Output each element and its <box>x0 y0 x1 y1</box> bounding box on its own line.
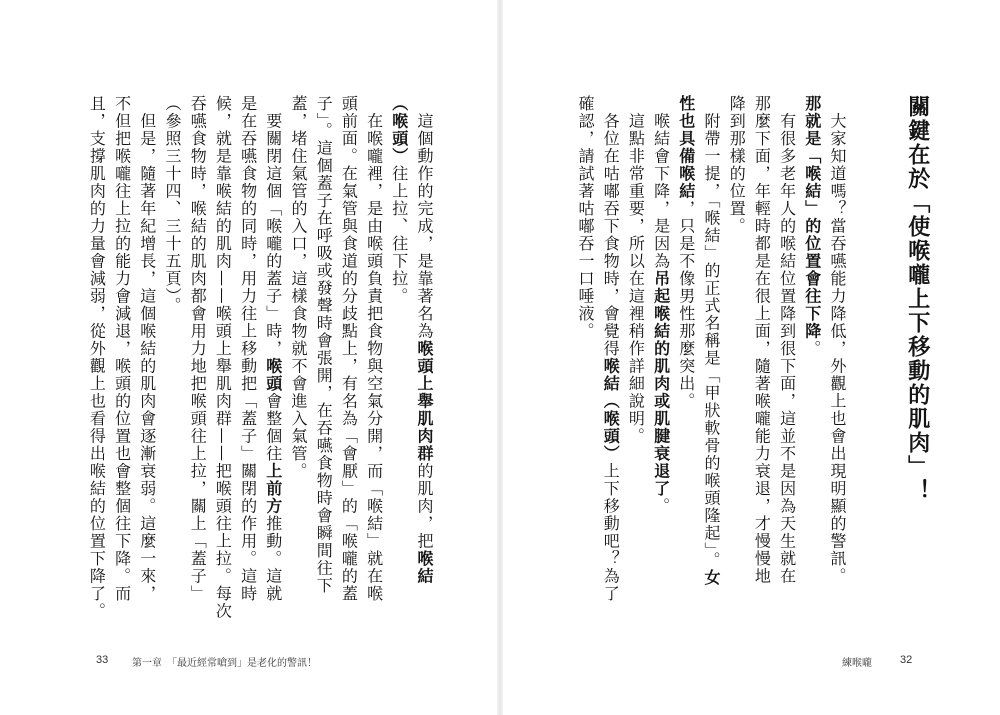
text-column <box>623 95 647 565</box>
text-run: 有很多老年人的喉結位置降到很下面，這並不是因為天生就在 <box>777 95 797 585</box>
text-column <box>412 95 436 585</box>
text-column <box>160 95 184 565</box>
left-page-number: 33 <box>96 654 109 666</box>
bold-phrase: 女 <box>702 569 721 587</box>
text-run: 。 <box>802 340 822 358</box>
text-run: 要關閉這個「喉嚨的蓋子」時， <box>263 95 283 358</box>
bold-phrase: 喉結（喉頭） <box>601 357 621 463</box>
text-column <box>336 95 360 603</box>
text-column <box>387 95 411 565</box>
text-column <box>749 95 773 585</box>
text-run: 降到那樣的位置。 <box>727 95 747 235</box>
text-column <box>775 95 799 585</box>
text-column <box>135 95 159 603</box>
bold-phrase: 喉頭上舉肌肉群 <box>415 340 434 463</box>
text-run: 這點非常重要，所以在這裡稍作詳細說明。 <box>626 95 646 445</box>
text-run: 不但把喉嚨往上拉的能力會減退，喉頭的位置也會整個往下降。而 <box>112 95 132 603</box>
text-column <box>286 95 310 565</box>
text-run: 蓋，堵住氣管的入口，這樣食物就不會進入氣管。 <box>289 95 308 480</box>
text-column <box>84 95 108 620</box>
text-column <box>236 95 260 603</box>
text-run: 附帶一提，「喉結」的正式名稱是「甲狀軟骨的喉頭隆起」。 <box>702 95 721 569</box>
book-gutter <box>497 0 503 715</box>
text-run: 且，支撐肌肉的力量會減弱，從外觀上也看得出喉結的位置下降了。 <box>87 95 107 620</box>
text-column <box>311 95 335 595</box>
text-column <box>598 95 622 603</box>
text-column <box>649 95 673 565</box>
text-column <box>699 95 723 587</box>
text-run: 往上拉、往下拉。 <box>389 165 409 305</box>
text-run: 的肌肉，把 <box>415 462 434 550</box>
bold-phrase: 那就是「喉結」的位置會往下降 <box>802 95 822 340</box>
bold-phrase: 喉頭 <box>263 357 283 393</box>
text-run: 大家知道嗎？當吞嚥能力降低，外觀上也會出現明顯的警訊。 <box>828 95 847 585</box>
text-run: 頭前面。在氣管與食道的分歧點上，有名為「會厭」的「喉嚨的蓋 <box>339 95 359 603</box>
bold-phrase: 吊起喉結的肌肉或肌腱衰退了 <box>651 270 671 498</box>
text-column <box>261 95 285 603</box>
text-run: 推動。這就 <box>263 515 283 603</box>
text-column <box>573 95 597 565</box>
text-run: 吞嚥食物時，喉結的肌肉都會用力地把喉頭往上拉，關上「蓋子」 <box>188 95 208 603</box>
text-run: 喉結會下降，是因為 <box>651 95 671 270</box>
text-column <box>110 95 134 603</box>
text-run: 會整個往 <box>263 392 283 463</box>
text-run: （參照三十四、三十五頁）。 <box>163 95 182 315</box>
text-run: 確認，請試著咕嘟吞一口唾液。 <box>576 95 595 340</box>
text-column <box>210 95 234 620</box>
text-run: 但是，隨著年紀增長，這個喉結的肌肉會逐漸衰弱。這麼一來， <box>137 95 157 603</box>
text-run: 那麼下面，年輕時都是在很上面，隨著喉嚨能力衰退，才慢慢地 <box>752 95 772 585</box>
bold-phrase: 上前方 <box>263 462 283 515</box>
section-heading: 關鍵在於「使喉嚨上下移動的肌肉」！ <box>904 95 930 503</box>
text-column <box>362 95 386 603</box>
bold-phrase: （喉頭） <box>389 95 409 165</box>
text-run: ，只是不像男性那麼突出。 <box>676 200 696 410</box>
text-run: 這個動作的完成，是靠著名為 <box>415 95 434 340</box>
text-run: 上下移動吧？為了 <box>601 462 621 603</box>
text-run: 。 <box>651 497 671 515</box>
bold-phrase: 喉結 <box>415 550 434 585</box>
text-column <box>825 95 849 585</box>
text-column <box>185 95 209 603</box>
right-running-head: 練喉嚨 <box>842 658 872 669</box>
text-run: 各位在咕嘟吞下食物時，會覺得 <box>601 95 621 358</box>
text-column <box>674 95 698 565</box>
text-run: 子」。這個蓋子在呼吸或發聲時會張開，在吞嚥食物時會瞬間往下 <box>314 95 334 595</box>
text-column <box>800 95 824 565</box>
text-run: 候，就是靠喉結的肌肉——喉頭上舉肌肉群——把喉頭往上拉。每次 <box>213 95 233 620</box>
right-page-number: 32 <box>900 654 913 666</box>
left-running-head: 第一章 「最近經常嗆到」是老化的警訊！ <box>132 658 317 669</box>
text-run: 是在吞嚥食物的同時，用力往上移動把「蓋子」關閉的作用。這時 <box>238 95 258 603</box>
text-run: 在喉嚨裡，是由喉頭負責把食物與空氣分開，而「喉結」就在喉 <box>364 95 384 603</box>
text-column <box>724 95 748 565</box>
bold-phrase: 性也具備喉結 <box>676 95 696 200</box>
